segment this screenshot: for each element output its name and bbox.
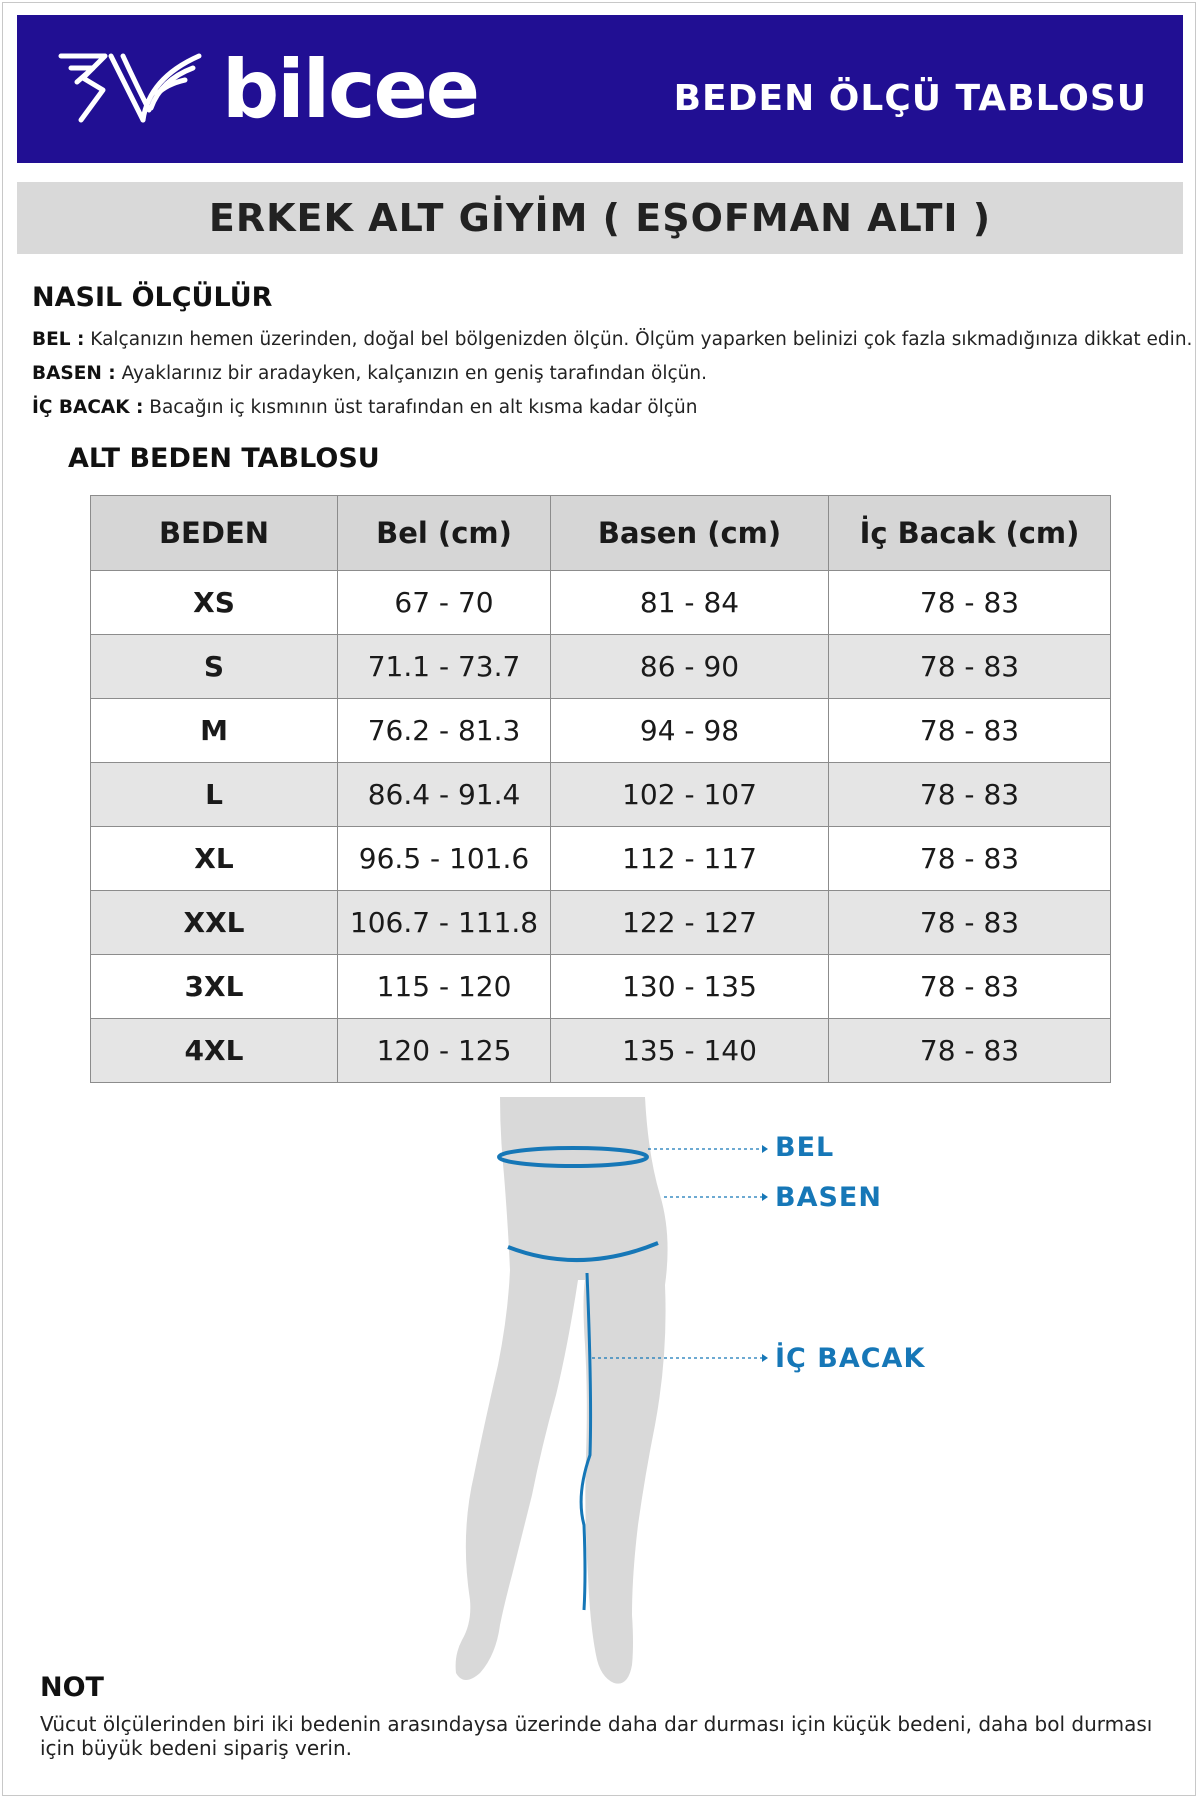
ic-bacak-cell: 78 - 83 — [829, 635, 1111, 699]
ic-bacak-cell: 78 - 83 — [829, 571, 1111, 635]
ic-bacak-cell: 78 - 83 — [829, 699, 1111, 763]
size-cell: S — [91, 635, 338, 699]
basen-cell: 94 - 98 — [551, 699, 829, 763]
section-title-bar — [17, 182, 1183, 254]
ic-bacak-pointer-arrow — [762, 1354, 768, 1362]
instruction-label: BASEN : — [32, 363, 116, 384]
figure-label-bel: BEL — [775, 1132, 835, 1163]
size-cell: XL — [91, 827, 338, 891]
table-row — [91, 699, 1111, 763]
size-cell: XS — [91, 571, 338, 635]
bel-cell: 106.7 - 111.8 — [338, 891, 551, 955]
table-row — [91, 1019, 1111, 1083]
instruction-bel — [32, 328, 1193, 352]
column-header: BEDEN — [91, 496, 338, 571]
note-text: Vücut ölçülerinden biri iki bedenin arasındaysa üzerinde daha dar durması için küçük bedeni, daha bol durması için büyük bedeni sipariş verin. — [40, 1712, 1153, 1760]
ic-bacak-cell: 78 - 83 — [829, 955, 1111, 1019]
instruction-label: BEL : — [32, 329, 85, 350]
wing-logo-icon — [53, 48, 203, 128]
instruction-label: İÇ BACAK : — [32, 397, 144, 418]
instruction-text: Kalçanızın hemen üzerinden, doğal bel bölgenizden ölçün. Ölçüm yaparken belinizi çok fazla sıkmadığınıza dikkat edin. — [90, 329, 1193, 350]
table-row — [91, 955, 1111, 1019]
size-table — [90, 495, 1111, 1083]
instruction-basen — [32, 362, 1182, 386]
bel-cell: 120 - 125 — [338, 1019, 551, 1083]
ic-bacak-cell: 78 - 83 — [829, 763, 1111, 827]
table-row — [91, 571, 1111, 635]
column-header: Bel (cm) — [338, 496, 551, 571]
basen-pointer-arrow — [762, 1193, 768, 1201]
bel-pointer-arrow — [762, 1145, 768, 1153]
bel-cell: 115 - 120 — [338, 955, 551, 1019]
table-row — [91, 635, 1111, 699]
size-cell: 4XL — [91, 1019, 338, 1083]
instruction-ic-bacak — [32, 396, 1182, 420]
bel-cell: 71.1 - 73.7 — [338, 635, 551, 699]
size-cell: XXL — [91, 891, 338, 955]
ic-bacak-cell: 78 - 83 — [829, 1019, 1111, 1083]
size-cell: M — [91, 699, 338, 763]
basen-cell: 130 - 135 — [551, 955, 829, 1019]
header-banner — [17, 15, 1183, 163]
bel-cell: 67 - 70 — [338, 571, 551, 635]
bel-cell: 76.2 - 81.3 — [338, 699, 551, 763]
table-header-row — [91, 496, 1111, 571]
size-table-title: ALT BEDEN TABLOSU — [68, 443, 380, 474]
ic-bacak-cell: 78 - 83 — [829, 827, 1111, 891]
basen-cell: 102 - 107 — [551, 763, 829, 827]
brand-name: bilcee — [222, 43, 479, 136]
basen-cell: 122 - 127 — [551, 891, 829, 955]
basen-cell: 135 - 140 — [551, 1019, 829, 1083]
section-title: ERKEK ALT GİYİM ( EŞOFMAN ALTI ) — [208, 196, 992, 240]
table-row — [91, 891, 1111, 955]
leg-silhouette — [456, 1097, 668, 1684]
column-header: İç Bacak (cm) — [829, 496, 1111, 571]
size-cell: L — [91, 763, 338, 827]
how-to-measure-title: NASIL ÖLÇÜLÜR — [32, 282, 273, 313]
basen-cell: 81 - 84 — [551, 571, 829, 635]
instruction-text: Ayaklarınız bir aradayken, kalçanızın en geniş tarafından ölçün. — [121, 363, 708, 384]
page-title: BEDEN ÖLÇÜ TABLOSU — [673, 78, 1147, 119]
size-cell: 3XL — [91, 955, 338, 1019]
basen-cell: 112 - 117 — [551, 827, 829, 891]
ic-bacak-cell: 78 - 83 — [829, 891, 1111, 955]
table-row — [91, 763, 1111, 827]
figure-label-basen: BASEN — [775, 1182, 882, 1213]
table-row — [91, 827, 1111, 891]
column-header: Basen (cm) — [551, 496, 829, 571]
bel-cell: 96.5 - 101.6 — [338, 827, 551, 891]
figure-label-ic-bacak: İÇ BACAK — [775, 1343, 926, 1374]
instruction-text: Bacağın iç kısmının üst tarafından en alt kısma kadar ölçün — [149, 397, 698, 418]
basen-cell: 86 - 90 — [551, 635, 829, 699]
note-title: NOT — [40, 1672, 104, 1703]
bel-cell: 86.4 - 91.4 — [338, 763, 551, 827]
